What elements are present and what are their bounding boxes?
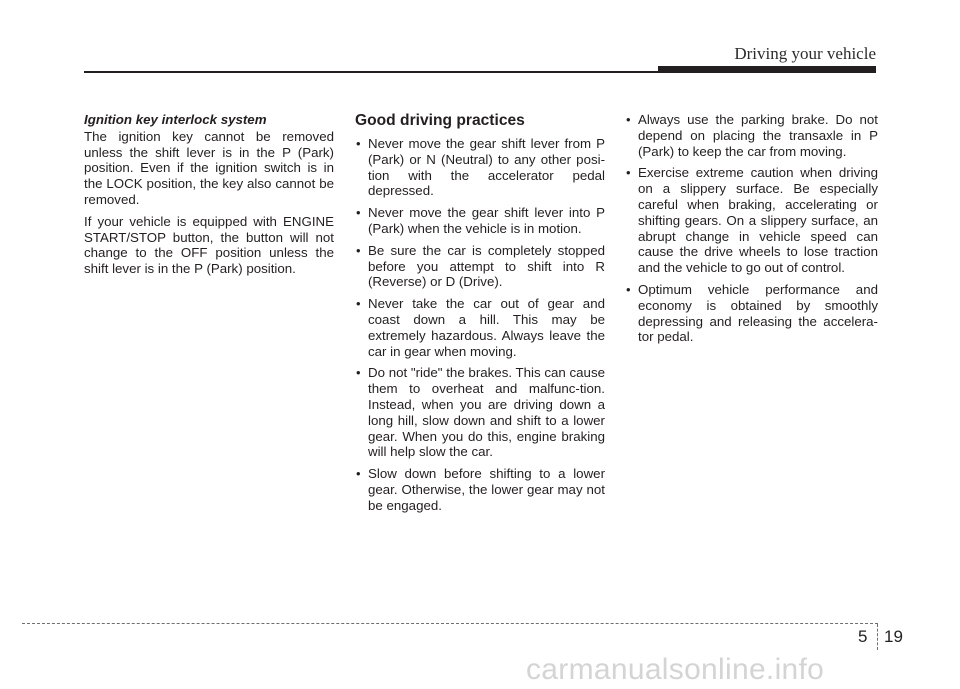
list-item-text: Optimum vehicle performance and economy is obtained by smoothly depressing and releasing the accelera-tor pedal. [638, 281, 878, 345]
good-driving-list [355, 136, 605, 514]
list-item [355, 296, 605, 359]
page-number: 19 [884, 627, 903, 646]
column-1 [84, 112, 334, 283]
bullet-icon: • [626, 281, 631, 297]
bullet-icon: • [356, 365, 361, 381]
list-item-text: Slow down before shifting to a lower gear. Otherwise, the lower gear may not be engaged. [368, 466, 605, 513]
good-driving-heading: Good driving practices [355, 112, 525, 129]
section-title: Driving your vehicle [734, 44, 876, 63]
list-item [355, 243, 605, 290]
bullet-icon: • [626, 165, 631, 181]
section-number: 5 [858, 627, 868, 646]
bullet-icon: • [356, 205, 361, 221]
list-item-text: Be sure the car is completely stopped before you attempt to shift into R (Reverse) or D (Drive). [368, 242, 605, 290]
footer-dashed-rule [22, 623, 878, 624]
list-item [355, 205, 605, 237]
list-item [625, 282, 878, 345]
list-item [355, 365, 605, 460]
list-item [355, 466, 605, 513]
bullet-icon: • [356, 296, 361, 312]
header-rule-thin [84, 71, 660, 73]
list-item-text: Do not "ride" the brakes. This can cause them to overheat and malfunc-tion. Instead, when you are driving down a long hill, slow down and shift to a lower gear. When you do this, engine braking will help slow the car. [368, 365, 605, 460]
list-item-text: Always use the parking brake. Do not depend on placing the transaxle in P (Park) to keep the car from moving. [638, 112, 878, 159]
interlock-subheading: Ignition key interlock system [84, 112, 267, 127]
good-driving-list-continued [625, 112, 878, 345]
bullet-icon: • [356, 136, 361, 151]
list-item [355, 136, 605, 199]
bullet-icon: • [356, 466, 361, 482]
list-item [625, 165, 878, 276]
list-item [625, 112, 878, 159]
page-number-divider [877, 624, 879, 650]
column-3 [625, 112, 878, 351]
header-rule-thick [658, 66, 876, 73]
bullet-icon: • [626, 112, 631, 127]
list-item-text: Never move the gear shift lever into P (Park) when the vehicle is in motion. [368, 205, 605, 236]
bullet-icon: • [356, 242, 361, 258]
watermark: carmanualsonline.info [526, 653, 825, 686]
column-2 [355, 112, 605, 520]
list-item-text: Never move the gear shift lever from P (Park) or N (Neutral) to any other posi-tion with the accelerator pedal depressed. [368, 136, 605, 199]
list-item-text: Never take the car out of gear and coast down a hill. This may be extremely hazardous. Always leave the car in gear when moving. [368, 296, 605, 359]
list-item-text: Exercise extreme caution when driving on a slippery surface. Be especially careful when braking, accelerating or shifting gears. On a slippery surface, an abrupt change in vehicle speed can cause the drive wheels to lose traction and the vehicle to go out of control. [638, 165, 878, 276]
interlock-paragraph: If your vehicle is equipped with ENGINE START/STOP button, the button will not change to the OFF position unless the shift lever is in the P (Park) position. [84, 213, 334, 277]
interlock-paragraph: The ignition key cannot be removed unless the shift lever is in the P (Park) position. Even if the ignition switch is in the LOCK position, the key also cannot be removed. [84, 128, 334, 207]
